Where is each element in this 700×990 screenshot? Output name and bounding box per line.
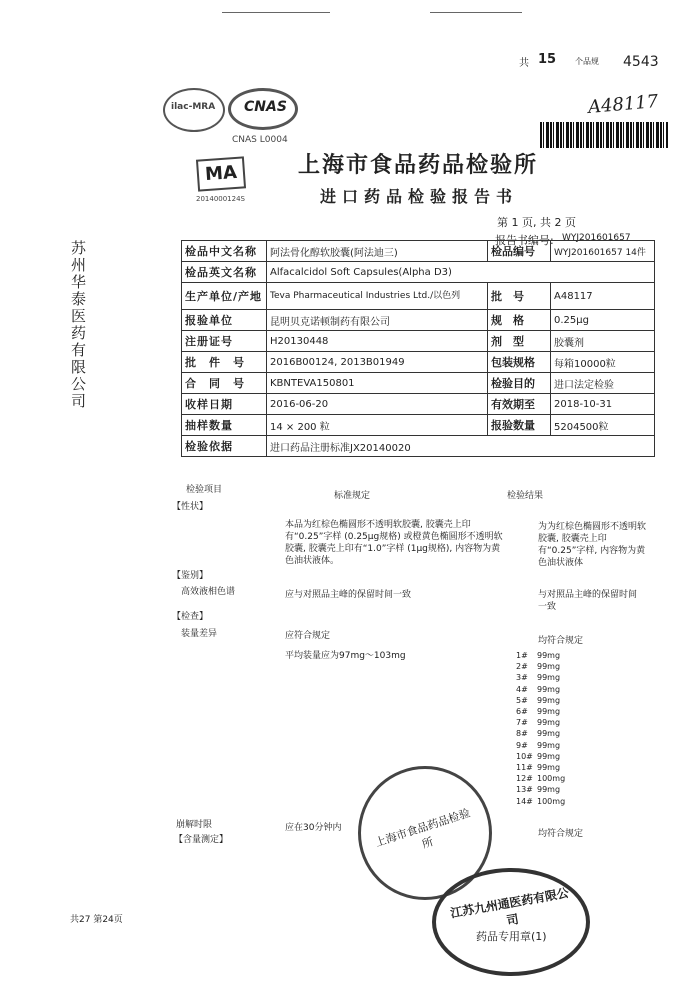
appearance-result: 为为红棕色椭圆形不透明软胶囊, 胶囊壳上印有“0.25”字样, 内容物为黄色油状液体 <box>538 522 647 568</box>
weight-value: 99mg <box>537 763 561 772</box>
qty-label: 报验数量 <box>488 415 551 436</box>
weight-no: 8# <box>516 729 528 739</box>
reg-label: 注册证号 <box>182 331 267 352</box>
section-identify: 【鉴别】 <box>172 571 209 581</box>
results-result-header: 检验结果 <box>507 491 544 501</box>
weight-no: 14# <box>516 796 533 806</box>
report-no: WYJ201601657 <box>562 233 631 243</box>
hplc-standard: 应与对照品主峰的保留时间一致 <box>285 590 412 600</box>
scan-line <box>430 12 522 13</box>
spec-label: 规 格 <box>488 310 551 331</box>
barcode <box>540 122 668 148</box>
cnas-label: CNAS L0004 <box>232 135 288 145</box>
qty: 5204500粒 <box>551 415 655 436</box>
basis-label: 检验依据 <box>182 436 267 457</box>
reg: H20130448 <box>267 331 488 352</box>
weight-value: 99mg <box>537 651 561 660</box>
maker: Teva Pharmaceutical Industries Ltd./以色列 <box>267 283 488 310</box>
handwritten-no: A48117 <box>587 90 660 119</box>
weight-no: 7# <box>516 718 528 728</box>
disint-label: 崩解时限 <box>176 820 213 830</box>
results-item-header: 检验项目 <box>186 485 223 495</box>
batch: A48117 <box>551 283 655 310</box>
page-no: 4543 <box>623 54 659 70</box>
company-seal <box>432 868 590 976</box>
batch-label: 批 号 <box>488 283 551 310</box>
weight-label: 装量差异 <box>181 629 218 639</box>
appearance-standard: 本品为红棕色椭圆形不透明软胶囊, 胶囊壳上印有“0.25”字样 (0.25μg规格) 或橙黄色椭圆形不透明软胶囊, 胶囊壳上印有“1.0”字样 (1μg规格), 内容物为黄色油状液体。 <box>285 520 503 566</box>
ilac-mra-logo <box>163 88 225 132</box>
info-table <box>181 240 655 457</box>
weight-no: 11# <box>516 763 533 772</box>
cnas-text: CNAS <box>244 99 287 115</box>
expiry-label: 有效期至 <box>488 394 551 415</box>
weight-no: 6# <box>516 707 528 716</box>
institution-seal-text: 上海市食品药品检验所 <box>373 806 472 851</box>
weight-no: 10# <box>516 751 533 761</box>
receive-label: 收样日期 <box>182 394 267 415</box>
maker-label: 生产单位/产地 <box>182 283 267 310</box>
code-label: 检品编号 <box>488 241 551 262</box>
expiry: 2018-10-31 <box>551 394 655 415</box>
weight-no: 13# <box>516 785 533 795</box>
section-content: 【含量测定】 <box>174 835 229 845</box>
en-name-label: 检品英文名称 <box>182 262 267 283</box>
pack: 每箱10000粒 <box>551 352 655 373</box>
purpose-label: 检验目的 <box>488 373 551 394</box>
results-standard-header: 标准规定 <box>334 491 371 501</box>
title-line2: 进口药品检验报告书 <box>320 187 519 206</box>
form-label: 剂 型 <box>488 331 551 352</box>
weight-value: 99mg <box>537 718 561 728</box>
weight-no: 4# <box>516 684 528 694</box>
weight-value: 99mg <box>537 684 561 694</box>
count-suffix: 个品规 <box>575 57 599 66</box>
weight-value: 99mg <box>537 751 561 761</box>
weight-standard-2: 平均装量应为97mg～103mg <box>285 651 406 661</box>
page-info: 第 1 页, 共 2 页 <box>497 216 576 229</box>
section-check: 【检查】 <box>172 612 209 622</box>
approval: 2016B00124, 2013B01949 <box>267 352 488 373</box>
hplc-result: 与对照品主峰的保留时间一致 <box>538 590 638 612</box>
cnas-logo <box>228 88 298 130</box>
weight-value: 99mg <box>537 785 561 795</box>
basis: 进口药品注册标准JX20140020 <box>267 436 655 457</box>
cn-name: 阿法骨化醇软胶囊(阿法迪三) <box>267 241 488 262</box>
company-seal-text: 江苏九州通医药有限公司 <box>449 885 570 928</box>
weight-result: 均符合规定 <box>538 636 584 646</box>
weight-no: 3# <box>516 673 528 683</box>
scan-line <box>222 12 330 13</box>
weight-no: 9# <box>516 740 528 750</box>
weight-value: 99mg <box>537 662 561 672</box>
pack-label: 包装规格 <box>488 352 551 373</box>
approval-label: 批 件 号 <box>182 352 267 373</box>
weight-standard-1: 应符合规定 <box>285 631 331 641</box>
report-no-label: 报告书编号: <box>495 234 554 247</box>
weight-no: 1# <box>516 651 528 660</box>
section-appearance: 【性状】 <box>172 502 209 512</box>
weight-value: 99mg <box>537 695 561 705</box>
ma-number: 2014000124S <box>196 195 245 203</box>
applicant-label: 报验单位 <box>182 310 267 331</box>
weight-value: 99mg <box>537 729 561 739</box>
weight-value: 99mg <box>537 673 561 683</box>
code: WYJ201601657 14件 <box>551 241 655 262</box>
weight-value: 99mg <box>537 707 561 716</box>
contract: KBNTEVA150801 <box>267 373 488 394</box>
company-seal-sub: 药品专用章(1) <box>476 930 547 943</box>
ma-logo: MA <box>196 156 246 191</box>
applicant: 昆明贝克诺顿制药有限公司 <box>267 310 488 331</box>
receive: 2016-06-20 <box>267 394 488 415</box>
weight-value: 100mg <box>537 774 566 784</box>
weight-value: 100mg <box>537 796 566 806</box>
title-line1: 上海市食品药品检验所 <box>298 153 539 178</box>
side-text: 苏州华泰医药有限公司 <box>69 240 87 410</box>
en-name: Alfacalcidol Soft Capsules(Alpha D3) <box>267 262 655 283</box>
cn-name-label: 检品中文名称 <box>182 241 267 262</box>
weight-no: 2# <box>516 662 528 672</box>
weight-no: 5# <box>516 695 528 705</box>
weight-value: 99mg <box>537 740 561 750</box>
count: 15 <box>538 52 557 67</box>
contract-label: 合 同 号 <box>182 373 267 394</box>
count-prefix: 共 <box>519 58 529 69</box>
ilac-mra-text: ilac-MRA <box>171 102 216 112</box>
spec: 0.25μg <box>551 310 655 331</box>
purpose: 进口法定检验 <box>551 373 655 394</box>
hplc-label: 高效液相色谱 <box>181 587 236 597</box>
form: 胶囊剂 <box>551 331 655 352</box>
disint-standard: 应在30分钟内 <box>285 823 342 833</box>
sample-label: 抽样数量 <box>182 415 267 436</box>
weight-no: 12# <box>516 774 533 784</box>
footer-page: 共27 第24页 <box>70 915 123 925</box>
sample: 14 × 200 粒 <box>267 415 488 436</box>
disint-result: 均符合规定 <box>538 829 584 839</box>
